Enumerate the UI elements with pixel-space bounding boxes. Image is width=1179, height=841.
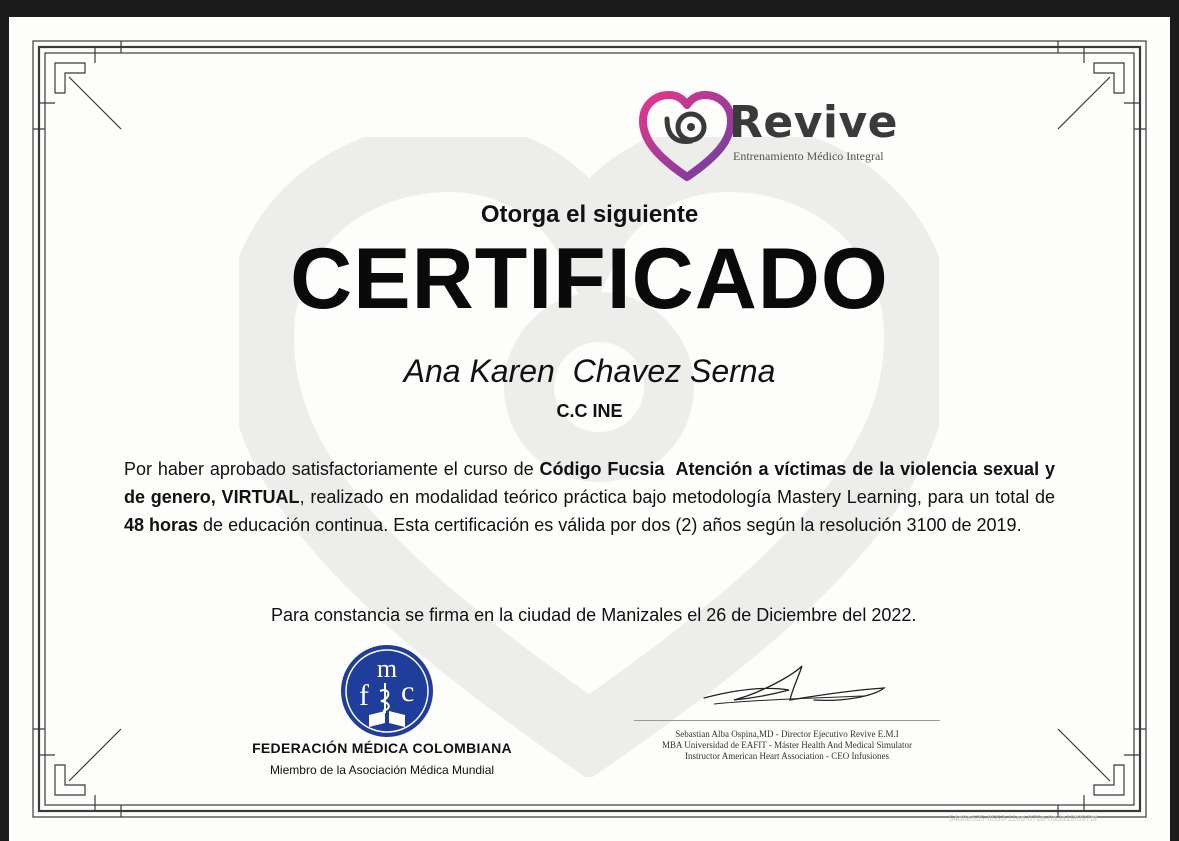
seal-letter-c: c xyxy=(401,675,415,708)
federation-name: FEDERACIÓN MÉDICA COLOMBIANA xyxy=(252,740,512,756)
logo-tagline: Entrenamiento Médico Integral xyxy=(733,149,884,163)
signatory-line-1: Sebastian Alba Ospina,MD - Director Ejecutivo Revive E.M.I xyxy=(675,729,899,739)
certificate-lead: Otorga el siguiente xyxy=(480,201,699,228)
certificate-title: CERTIFICADO xyxy=(290,231,889,327)
logo-name: Revive xyxy=(729,97,899,148)
seal-letter-f: f xyxy=(359,679,369,712)
seal-letter-m: m xyxy=(376,654,398,683)
body-text-3: de educación continua. Esta certificación es válida por dos (2) años según la resolución 3100 de 2019. xyxy=(198,515,1022,535)
body-text-2: , realizado en modalidad teórico práctica bajo metodología Mastery Learning, para un total de xyxy=(299,487,1056,507)
course-hours: 48 horas xyxy=(124,515,199,535)
signature-rule xyxy=(634,720,940,721)
signing-statement: Para constancia se firma en la ciudad de Manizales el 26 de Diciembre del 2022. xyxy=(271,605,917,625)
federation-subtitle: Miembro de la Asociación Médica Mundial xyxy=(269,763,495,777)
signatory-block xyxy=(619,729,955,762)
course-name: Código Fucsia Atención a víctimas de la violencia sexual y de genero, VIRTUAL xyxy=(124,459,1060,507)
signatory-line-2: MBA Universidad de EAFIT - Máster Health And Medical Simulator xyxy=(661,740,913,750)
signatory-line-3: Instructor American Heart Association - CEO Infusiones xyxy=(685,751,889,761)
recipient-id: C.C INE xyxy=(556,401,623,421)
certificate-serial: 54d8e635-8553-11ed-870a-0a3a19f097bf xyxy=(949,814,1097,823)
body-text-1: Por haber aprobado satisfactoriamente el curso de xyxy=(124,459,540,479)
certificate-page xyxy=(9,17,1170,841)
handwritten-signature xyxy=(694,660,894,710)
certificate-body xyxy=(124,455,1060,539)
recipient-name: Ana Karen Chavez Serna xyxy=(403,353,776,389)
fmc-seal-icon xyxy=(339,643,435,739)
